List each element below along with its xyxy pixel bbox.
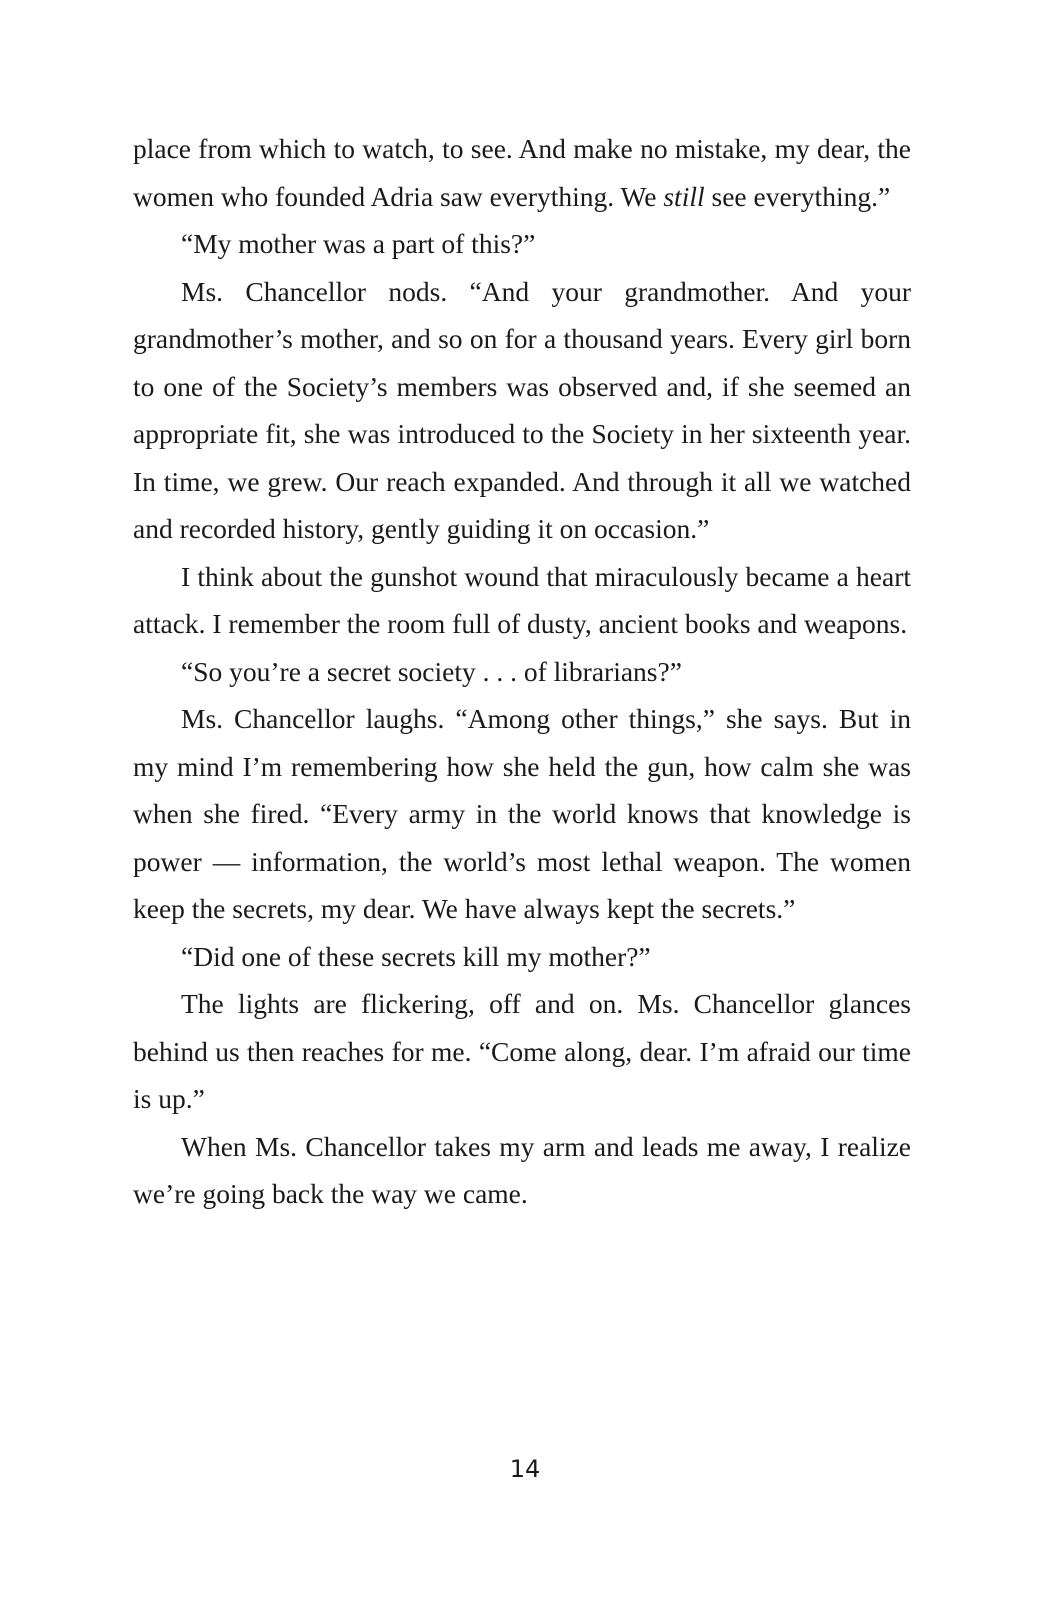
paragraph (133, 1123, 911, 1218)
text-run: place from which to watch, to see. And make no mistake, my dear, the women who founded Adria saw everything. We (133, 133, 911, 212)
text-run: see everything.” (704, 180, 891, 212)
paragraph (133, 695, 911, 933)
paragraph (133, 553, 911, 648)
text-run: “My mother was a part of this?” (181, 228, 536, 259)
italic-text: still (663, 180, 705, 212)
text-run: When Ms. Chancellor takes my arm and leads me away, I realize we’re going back the way we came. (133, 1130, 911, 1209)
paragraph (133, 268, 911, 553)
paragraph (133, 220, 911, 268)
text-run: “So you’re a secret society . . . of librarians?” (181, 655, 682, 687)
text-run: Ms. Chancellor laughs. “Among other things,” she says. But in my mind I’m remembering how she held the gun, how calm she was when she fired. “Every army in the world knows that knowledge is power — information, the world’s most lethal weapon. The women keep the secrets, my dear. We have always kept the secrets.” (133, 703, 911, 924)
paragraph (133, 980, 911, 1123)
text-run: “Did one of these secrets kill my mother?” (181, 940, 651, 972)
text-run: The lights are flickering, off and on. Ms. Chancellor glances behind us then reaches for me. “Come along, dear. I’m afraid our time is up.” (133, 988, 911, 1114)
paragraph (133, 933, 911, 981)
text-run: Ms. Chancellor nods. “And your grandmother. And your grandmother’s mother, and so on for a thousand years. Every girl born to one of the Society’s members was observed and, if she seemed an appropriate fit, she was introduced to the Society in her sixteenth year. In time, we grew. Our reach expanded. And through it all we watched and recorded history, gently guiding it on occasion.” (133, 275, 911, 544)
text-run: I think about the gunshot wound that miraculously became a heart attack. I remember the room full of dusty, ancient books and weapons. (133, 560, 911, 639)
paragraph (133, 125, 911, 220)
body-text (133, 125, 911, 1218)
paragraph (133, 648, 911, 696)
page-number: 14 (509, 1455, 541, 1483)
